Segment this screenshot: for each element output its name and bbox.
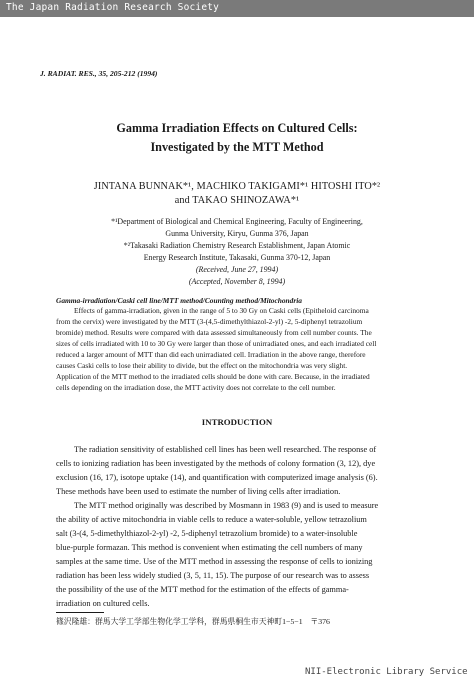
paragraph-line: cells to ionizing radiation has been investigated by the methods of colony formation (3, 12), dye	[56, 459, 376, 468]
received-date: (Received, June 27, 1994)	[195, 265, 279, 274]
paragraph-line: The MTT method originally was described by Mosmann in 1983 (9) and is used to measure	[74, 501, 379, 510]
affiliation-1-line-1: *¹Department of Biological and Chemical Engineering, Faculty of Engineering,	[111, 217, 363, 226]
paragraph-line: radiation has been less widely studied (3, 5, 11, 15). The purpose of our research was to assess	[56, 571, 370, 580]
abstract-line: sizes of cells irradiated with 10 to 30 Gy were larger than those of unirradiated ones, and each irradiated cell	[56, 339, 377, 348]
paragraph-line: the ability of active mitochondria in viable cells to reduce a water-soluble, yellow tetrazolium	[56, 515, 367, 524]
title-line-1: Gamma Irradiation Effects on Cultured Cells:	[116, 121, 358, 135]
abstract-line: Effects of gamma-irradiation, given in the range of 5 to 30 Gy on Caski cells (Epitheloid carcinoma	[74, 306, 369, 315]
abstract-line: reduced a larger amount of MTT than did each unirradiated cell. Irradiation in the above range, therefore	[56, 350, 366, 359]
source-watermark: NII-Electronic Library Service	[305, 667, 468, 677]
society-name: The Japan Radiation Research Society	[6, 2, 220, 13]
paragraph-line: samples at the same time. Use of the MTT method in assessing the response of cells to ionizing	[56, 557, 373, 566]
accepted-date: (Accepted, November 8, 1994)	[188, 277, 286, 286]
keywords: Gamma-irradiation/Caski cell line/MTT method/Counting method/Mitochondria	[56, 296, 302, 305]
footnote: 篠沢隆雄：群馬大学工学部生物化学工学科，群馬県桐生市天神町1−5−1 〒376	[56, 617, 330, 626]
footnote-rule	[56, 612, 104, 613]
abstract-line: bromide) method. Results were compared with data assessed simultaneously from cell number counts. The	[56, 328, 372, 337]
paragraph-line: the possibility of the use of the MTT method for the estimation of the effects of gamma-	[56, 585, 349, 594]
authors-line-2: and TAKAO SHINOZAWA*¹	[174, 195, 300, 206]
authors-line-1: JINTANA BUNNAK*¹, MACHIKO TAKIGAMI*¹ HITOSHI ITO*²	[93, 181, 381, 192]
affiliation-2-line-1: *²Takasaki Radiation Chemistry Research Establishment, Japan Atomic	[123, 241, 351, 250]
paragraph-line: blue-purple formazan. This method is convenient when estimating the cell numbers of many	[56, 543, 363, 552]
title-line-2: Investigated by the MTT Method	[150, 140, 324, 154]
section-heading-introduction: INTRODUCTION	[201, 417, 273, 427]
paragraph-line: irradiation on cultured cells.	[56, 599, 150, 608]
paragraph-line: salt (3-(4, 5-dimethylthiazol-2-yl) -2, 5-diphenyl tetrazolium bromide) to a water-insoluble	[56, 529, 358, 538]
abstract-line: Application of the MTT method to the irradiated cells should be done with care. Because, in the irradiated	[56, 372, 370, 381]
paragraph-line: The radiation sensitivity of established cell lines has been well researched. The response of	[74, 445, 377, 454]
abstract-line: from the cervix) were investigated by the MTT (3-(4,5-dimethylthiazol-2-yl) -2, 5-diphenyl tetrazolium	[56, 317, 363, 326]
paragraph-line: These methods have been used to estimate the number of living cells after irradiation.	[56, 487, 341, 496]
abstract-line: cells depending on the irradiation dose, the MTT activity does not correlate to the cell number.	[56, 383, 336, 392]
affiliation-2-line-2: Energy Research Institute, Takasaki, Gunma 370-12, Japan	[143, 253, 331, 262]
affiliation-1-line-2: Gunma University, Kiryu, Gunma 376, Japan	[165, 229, 309, 238]
paragraph-line: exclusion (16, 17), isotope uptake (14), and quantification with computerized image analysis (6).	[56, 473, 378, 482]
abstract-line: causes Caski cells to lose their ability to divide, but the effect on the mitochondria was very slight.	[56, 361, 348, 370]
journal-citation: J. RADIAT. RES., 35, 205-212 (1994)	[40, 69, 158, 78]
